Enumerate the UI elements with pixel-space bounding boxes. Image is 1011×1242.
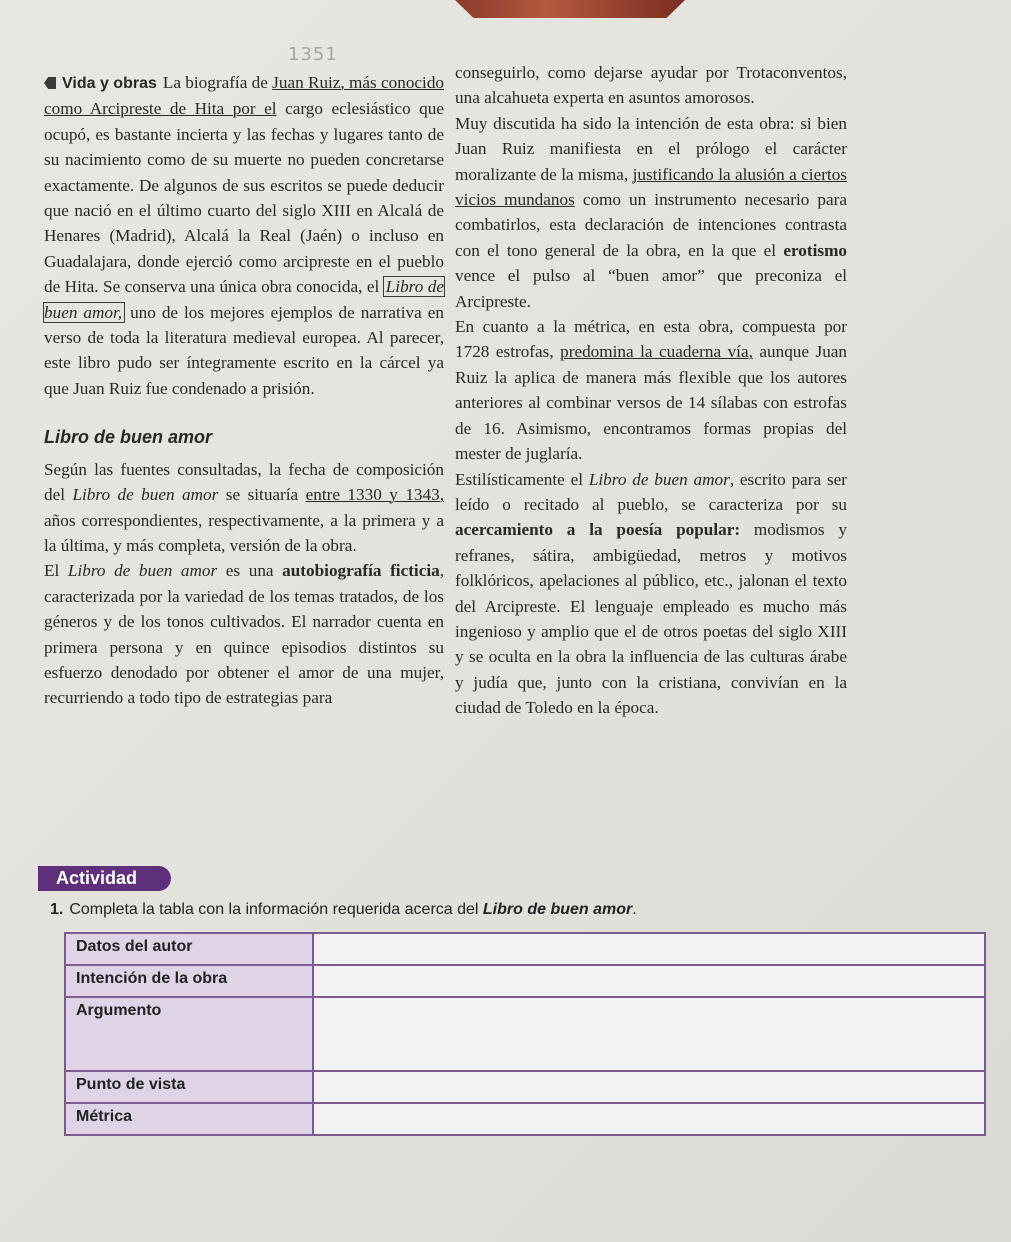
text-segment: Libro de buen amor, (44, 277, 444, 322)
text-segment: modismos y refranes, sátira, ambigüedad, metros y motivos folklóricos, apelaciones al público, etc., jalonan el texto del Arcipreste. El lenguaje empleado es mucho más ingenioso y amplio que el de otros poetas del siglo XIII y se oculta en la obra la influencia de las culturas árabe y judía que, junto con la cristiana, convivían en la ciudad de Toledo en la época. (455, 520, 847, 718)
table-row (66, 1070, 984, 1102)
text-segment: entre 1330 y 1343, (305, 485, 444, 505)
text-segment: Libro de buen amor (588, 469, 730, 489)
text-segment: Estilísticamente el (455, 469, 589, 489)
heading-libro-de-buen-amor: Libro de buen amor (44, 427, 213, 448)
activity-question (50, 901, 983, 919)
answer-field-datos-autor[interactable] (314, 934, 984, 964)
question-end: . (632, 901, 637, 918)
text-segment: Libro de buen amor (72, 485, 219, 505)
paragraph-fecha-composicion (44, 457, 444, 559)
table-row-label: Intención de la obra (66, 966, 314, 996)
text-segment: En cuanto a la métrica, en esta obra, compuesta por 1728 estrofas, (455, 317, 847, 362)
table-row-label: Datos del autor (66, 934, 314, 964)
top-photo-fragment (455, 0, 685, 18)
answer-field-metrica[interactable] (314, 1104, 984, 1134)
text-segment: predomina la cuaderna vía, (560, 342, 753, 362)
text-segment: se situaría (218, 485, 306, 505)
question-text: Completa la tabla con la información requerida acerca del (69, 901, 483, 918)
text-segment: Juan Ruiz, más conocido como Arcipreste de Hita por el (44, 73, 445, 119)
table-row (66, 964, 984, 996)
paragraph-metrica (455, 314, 847, 466)
paragraph-intencion (455, 111, 847, 314)
table-row (66, 934, 984, 964)
text-segment: , caracterizada por la variedad de los temas tratados, de los géneros y de los tonos cultivados. El narrador cuenta en primera persona y en quince episodios distintos su esfuerzo denodado por obtener el amor de una mujer, recurriendo a todo tipo de estrategias para (44, 561, 444, 708)
text-segment: justificando la alusión a ciertos vicios mundanos (455, 164, 847, 210)
question-book-title: Libro de buen amor (482, 901, 633, 918)
text-segment: erotismo (783, 240, 847, 260)
text-segment: El (44, 561, 68, 581)
paragraph-autobiografia (44, 558, 444, 710)
text-segment: autobiografía ficticia (282, 561, 440, 581)
text-segment: acercamiento a la poesía popular: (455, 520, 741, 540)
activity-table (64, 932, 986, 1136)
handwritten-note: 1351 (288, 44, 338, 65)
text-segment: Libro de buen amor (67, 561, 218, 581)
table-row-label: Punto de vista (66, 1072, 314, 1102)
paragraph-trotaconventos (455, 60, 847, 111)
left-column (44, 70, 444, 711)
text-segment: aunque Juan Ruiz la aplica de manera más flexible que los autores anteriores al combinar versos de 14 sílabas con estrofas de 16. Asimismo, encontramos formas propias del mester de juglaría. (455, 342, 848, 464)
right-column (455, 60, 847, 721)
text-segment: uno de los mejores ejemplos de narrativa en verso de toda la literatura medieval europea. Al parecer, este libro pudo ser íntegramente escrito en la cárcel ya que Juan Ruiz fue condenado a prisión. (44, 302, 444, 398)
table-row (66, 996, 984, 1070)
answer-field-argumento[interactable] (314, 998, 984, 1070)
paragraph-estilo (455, 467, 847, 721)
text-segment: La biografía de (162, 73, 273, 92)
text-segment: años correspondientes, respectivamente, a la primera y a la última, y más completa, versión de la obra. (44, 510, 444, 555)
table-row (66, 1102, 984, 1134)
text-segment: es una (217, 561, 283, 581)
table-row-label: Métrica (66, 1104, 314, 1134)
question-number: 1. (50, 901, 64, 918)
intro-text (44, 73, 444, 398)
table-row-label: Argumento (66, 998, 314, 1070)
section-marker-icon (44, 77, 56, 89)
text-segment: vence el pulso al “buen amor” que preconiza el Arcipreste. (455, 266, 847, 311)
text-segment: Según las fuentes consultadas, la fecha de composición del (44, 459, 444, 505)
text-segment: como un instrumento necesario para combatirlos, esta declaración de intenciones contrasta con el tono general de la obra, en la que el (455, 190, 847, 260)
text-segment: Muy discutida ha sido la intención de esta obra: si bien Juan Ruiz manifiesta en el prólogo el carácter moralizante de la misma, (455, 113, 847, 184)
activity-badge: Actividad (38, 866, 171, 891)
answer-field-punto-vista[interactable] (314, 1072, 984, 1102)
text-segment: conseguirlo, como dejarse ayudar por Trotaconventos, una alcahueta experta en asuntos amorosos. (455, 63, 847, 108)
section-title-vida-y-obras: Vida y obras (62, 75, 157, 92)
text-segment: , escrito para ser leído o recitado al pueblo, se caracteriza por su (455, 469, 848, 514)
activity-section (38, 866, 983, 919)
answer-field-intencion[interactable] (314, 966, 984, 996)
text-segment: cargo eclesiástico que ocupó, es bastante incierta y las fechas y lugares tanto de su nacimiento como de su muerte no pueden concretarse exactamente. De algunos de sus escritos se puede deducir que nació en el último cuarto del siglo XIII en Alcalá de Henares (Madrid), Alcalá la Real (Jaén) o incluso en Guadalajara, donde ejerció como arcipreste en el pueblo de Hita. Se conserva una única obra conocida, el (44, 99, 444, 297)
intro-paragraph (44, 70, 444, 401)
